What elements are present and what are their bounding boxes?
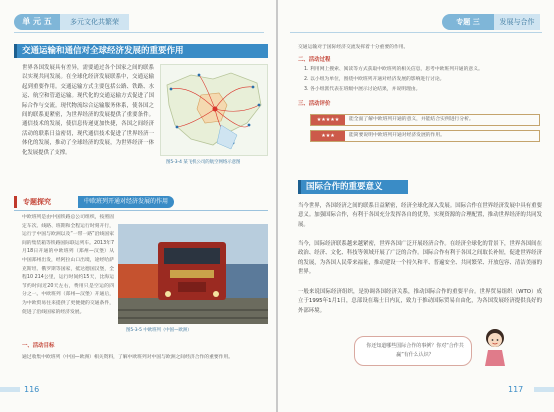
topic-tab: 专题 三 xyxy=(442,14,494,30)
sub-section-title: 专题探究 xyxy=(14,196,76,208)
airline-network-map xyxy=(160,64,268,156)
paragraph-3: 一般来说国际经济组织，是协调各国经济关系，推动国际合作的重要平台。世界贸易组织（WTO）成立于1995年1月1日，总部设在瑞士日内瓦，致力于推动国际贸易自由化，为各国发展经济提供良好的外部环境。 xyxy=(298,289,542,314)
intro-paragraph: 世界各国发展具有差异，需要通过各个国家之间的联系以实现共同发展。在全球化经济发展联系中，交通运输起到重要作用。交通运输方式主要包括公路、铁路、水运、航空和管道运输。现代化的交通运输方式促进了国际合作与交流。现代物流综合运输服务体系，使各国之间的联系更紧密，为世界经济的发展提供了重要条件。通信技术的发展，使信息传递更加快捷，各国之间经济活动的联系日益密切，现代通信技术促进了世界经济一体化的发展，推动了全球经济的发展，为世界经济一体化发展提供了支撑。 xyxy=(22,65,154,156)
step-2: 2. 以小组为单位，围绕中欧班列开通对经济发展的影响进行讨论。 xyxy=(304,77,445,82)
paragraph-1: 当今世界，各国经济之间的联系日益紧密，经济全球化深入发展。国际合作在世界经济发展中具有重要意义。加强国际合作，有利于各国充分发挥各自的优势，实现资源的合理配置，推动世界经济的共同发展。 xyxy=(298,203,542,228)
activity-heading: 一、活动目标 xyxy=(22,343,55,349)
photo-caption: 图5-3-5 中欧班列（中国—欧洲） xyxy=(126,328,192,333)
speech-bubble xyxy=(354,336,472,366)
map-caption: 图5-3-4 某飞机公司的航空网络示意图 xyxy=(166,160,241,165)
train-illustration xyxy=(118,224,268,324)
eval-heading: 三、活动评价 xyxy=(298,101,331,107)
steps-heading: 二、活动过程 xyxy=(298,57,331,63)
left-page xyxy=(0,0,276,412)
paragraph-2: 当今，国际经济联系越来越紧密，世界各国广泛开展经济合作。在经济全球化的背景下，世界各国间在政治、经济、文化、科技等领域开展了广泛的合作。国际合作有利于各国之间取长补短，促进世界经济的发展，为各国人民带来福祉，推动建设一个持久和平、普遍安全、共同繁荣、开放包容、清洁美丽的世界。 xyxy=(298,241,542,276)
eval-text: 能全面了解中欧班列开通的意义，并能结合实例进行分析。 xyxy=(349,117,474,122)
header-rule xyxy=(14,32,264,33)
eval-stars: ★★★★★ xyxy=(311,115,345,125)
china-europe-train-photo xyxy=(118,224,268,324)
unit-name: 多元文化共繁荣 xyxy=(60,14,129,30)
eval-text: 能简要说明中欧班列开通对经济发展的作用。 xyxy=(349,133,445,138)
eval-row xyxy=(310,130,540,142)
eval-stars: ★★★ xyxy=(311,131,345,141)
step-1: 1. 利用网上搜索、阅读等方式获取中欧班列的相关信息，思考中欧班列开通的意义。 xyxy=(304,67,483,72)
unit-tab: 单 元 五 xyxy=(14,14,60,30)
header-rule-right xyxy=(290,32,542,33)
page-number-right: 117 xyxy=(508,385,524,394)
sub-section-label: 中欧班列开通对经济发展的作用 xyxy=(78,196,174,208)
topic-name: 发展与合作 xyxy=(494,14,540,30)
page-bar-left xyxy=(0,387,20,392)
inquiry-paragraph: 中欧班列是由中国铁路总公司组织，按照固定车次、线路、班期和全程运行时刻开行，运行于中国与欧洲以及“一带一路”沿线国家间的集装箱等铁路国际联运列车。2013年7月18日开通的中欧班列（郑州—汉堡）从中国郑州出发，经阿拉山口出境，途经哈萨克斯坦、俄罗斯等国家，抵达德国汉堡，全程10 214公里，运行时间约15天，比海运节约时间近20天左右，费用只是空运的四分之一。中欧班列（郑州—汉堡）开通后，为中欧贸易往来提供了更便捷的交通条件，促进了沿线国家的经济发展。 xyxy=(22,215,114,315)
student-avatar xyxy=(480,326,510,366)
top-paragraph: 交通运输对于国际经济交流发挥着十分重要的作用。 xyxy=(298,45,409,50)
speech-text: 你还知道哪些国际合作的事例？你对“合作共赢”有什么认识？ xyxy=(366,343,464,358)
sub-section-rule xyxy=(14,210,268,211)
section-title-right: 国际合作的重要意义 xyxy=(298,180,408,194)
page-bar-right xyxy=(534,387,554,392)
eval-row xyxy=(310,114,540,126)
step-3: 3. 各小组派代表在班级中展示讨论结果，并说明理由。 xyxy=(304,87,421,92)
girl-icon xyxy=(480,326,510,366)
activity-text: 通过收集中欧班列（中国—欧洲）相关资料，了解中欧班列对中国与欧洲之间经济合作的重要作用。 xyxy=(22,355,234,360)
page-number-left: 116 xyxy=(24,385,40,394)
map-figure xyxy=(161,65,267,155)
section-title: 交通运输和通信对全球经济发展的重要作用 xyxy=(14,44,268,58)
